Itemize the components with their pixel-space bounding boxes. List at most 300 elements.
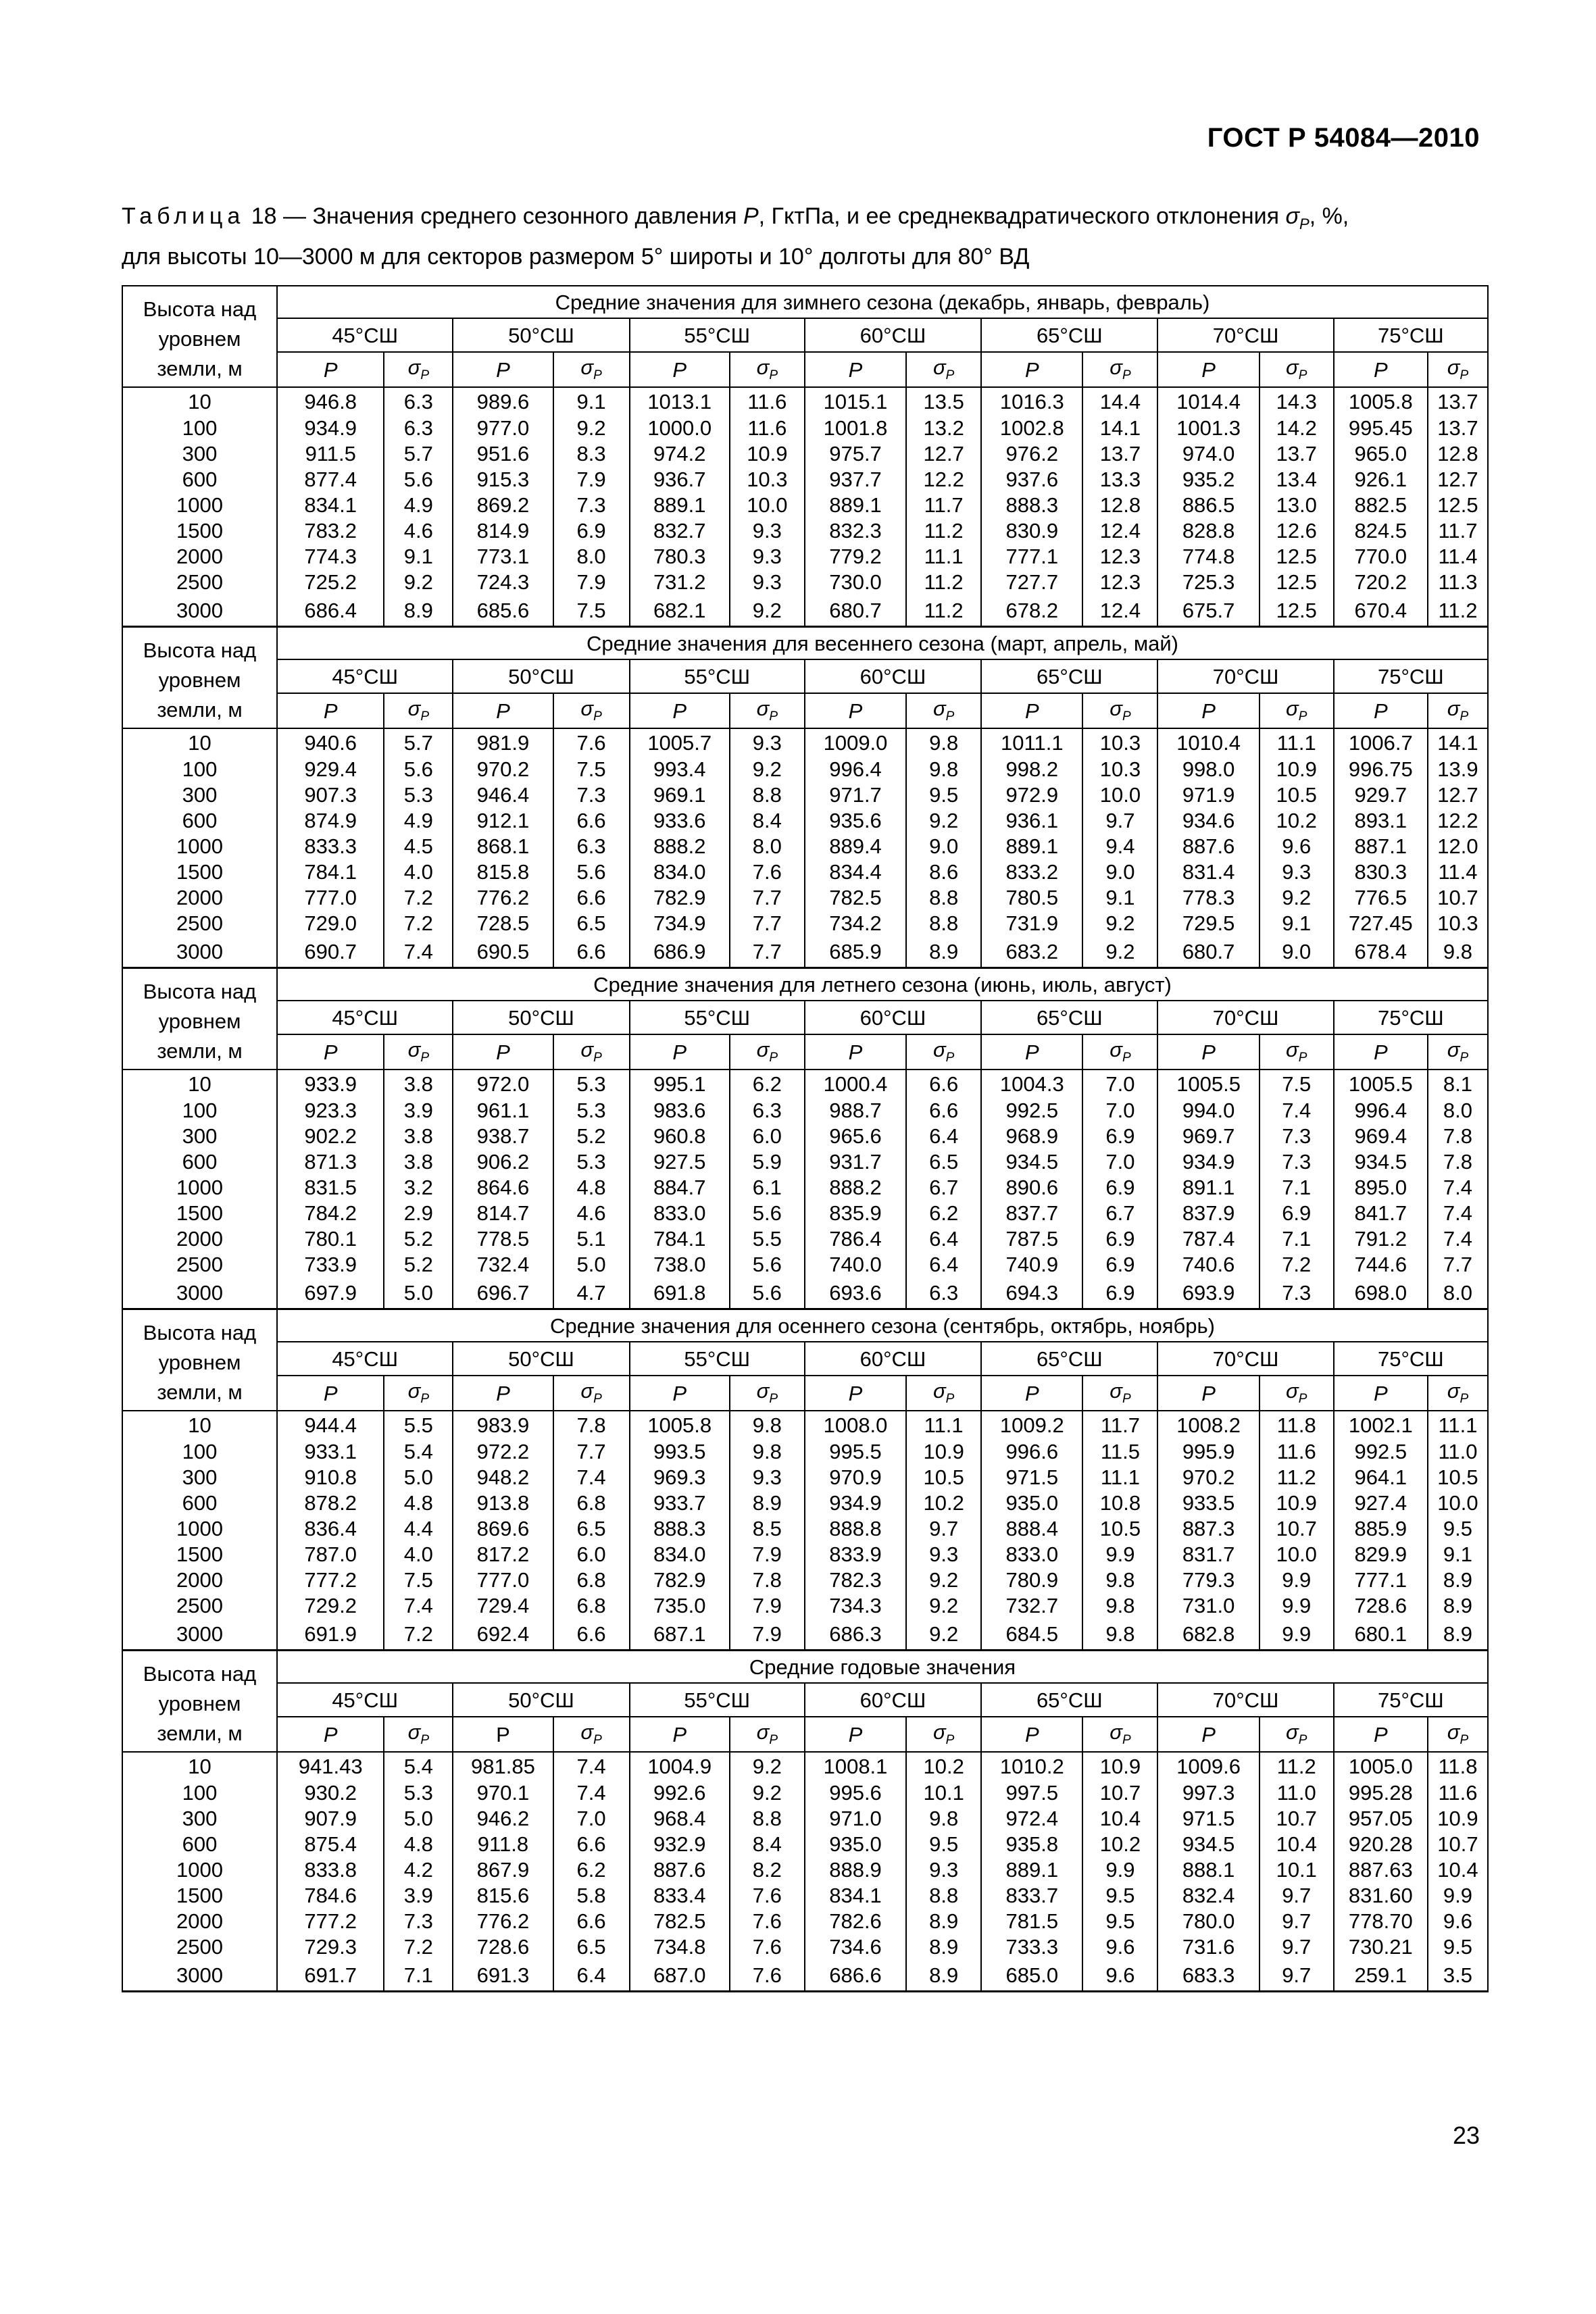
pressure-cell: 782.5 [630, 1908, 730, 1934]
sigma-cell: 6.6 [553, 807, 630, 833]
pressure-cell: 834.0 [630, 1541, 730, 1567]
sigma-cell: 9.3 [730, 1464, 805, 1490]
table-row [122, 1515, 1488, 1541]
pressure-cell: 1005.8 [1334, 387, 1428, 415]
pressure-cell: 685.0 [981, 1959, 1082, 1992]
sigma-symbol: $\sigma_P$ [553, 693, 630, 728]
height-cell: 300 [122, 1123, 277, 1149]
pressure-symbol: P [630, 352, 730, 387]
pressure-symbol: P [981, 1717, 1082, 1752]
pressure-cell: 829.9 [1334, 1541, 1428, 1567]
sigma-cell: 7.8 [1428, 1149, 1488, 1174]
table-row [122, 1464, 1488, 1490]
latitude-header: 50°СШ [453, 659, 629, 693]
sigma-cell: 5.6 [730, 1251, 805, 1277]
latitude-header: 65°СШ [981, 659, 1157, 693]
sigma-cell: 9.9 [1260, 1618, 1334, 1651]
sigma-cell: 13.5 [906, 387, 981, 415]
sigma-cell: 9.2 [384, 569, 453, 595]
sigma-cell: 9.7 [1260, 1882, 1334, 1908]
sigma-cell: 6.0 [553, 1541, 630, 1567]
pressure-cell: 995.5 [805, 1438, 906, 1464]
sigma-cell: 4.6 [553, 1200, 630, 1226]
pressure-cell: 938.7 [453, 1123, 553, 1149]
season-header-row [122, 968, 1488, 1001]
pressure-cell: 784.2 [277, 1200, 384, 1226]
table-row [122, 1805, 1488, 1831]
sigma-cell: 12.6 [1260, 518, 1334, 543]
latitude-header: 70°СШ [1157, 1001, 1333, 1034]
sigma-cell: 7.1 [384, 1959, 453, 1992]
pressure-cell: 729.3 [277, 1934, 384, 1959]
latitude-header: 55°СШ [630, 659, 805, 693]
pressure-symbol: P [1334, 1376, 1428, 1411]
pressure-symbol: P [277, 1376, 384, 1411]
sigma-cell: 5.6 [730, 1200, 805, 1226]
pressure-cell: 907.9 [277, 1805, 384, 1831]
sigma-cell: 9.3 [906, 1857, 981, 1882]
pressure-cell: 974.2 [630, 441, 730, 466]
pressure-cell: 998.2 [981, 756, 1082, 782]
pressure-cell: 878.2 [277, 1490, 384, 1515]
pressure-cell: 944.4 [277, 1411, 384, 1438]
sigma-cell: 6.9 [1082, 1226, 1157, 1251]
pressure-symbol: P [277, 693, 384, 728]
pressure-cell: 1014.4 [1157, 387, 1259, 415]
latitude-header: 60°СШ [805, 659, 981, 693]
sigma-cell: 6.3 [384, 415, 453, 441]
pressure-cell: 875.4 [277, 1831, 384, 1857]
symbol-row [122, 693, 1488, 728]
height-cell: 100 [122, 415, 277, 441]
sigma-cell: 8.9 [384, 595, 453, 627]
pressure-cell: 678.2 [981, 595, 1082, 627]
table-row [122, 1934, 1488, 1959]
sigma-cell: 7.3 [1260, 1149, 1334, 1174]
table-row [122, 518, 1488, 543]
sigma-cell: 6.6 [906, 1070, 981, 1097]
sigma-cell: 4.7 [553, 1277, 630, 1309]
sigma-cell: 9.2 [1082, 936, 1157, 968]
pressure-cell: 948.2 [453, 1464, 553, 1490]
pressure-symbol: P [1334, 352, 1428, 387]
table-row [122, 833, 1488, 859]
sigma-cell: 8.8 [906, 884, 981, 910]
pressure-cell: 670.4 [1334, 595, 1428, 627]
sigma-cell: 14.3 [1260, 387, 1334, 415]
sigma-cell: 12.4 [1082, 595, 1157, 627]
sigma-cell: 3.5 [1428, 1959, 1488, 1992]
pressure-cell: 729.4 [453, 1592, 553, 1618]
sigma-cell: 8.3 [553, 441, 630, 466]
sigma-symbol: $\sigma_P$ [384, 1034, 453, 1070]
pressure-cell: 837.7 [981, 1200, 1082, 1226]
sigma-cell: 5.6 [384, 466, 453, 492]
height-cell: 1500 [122, 1541, 277, 1567]
sigma-cell: 8.0 [1428, 1277, 1488, 1309]
sigma-cell: 5.2 [384, 1251, 453, 1277]
sigma-symbol: $\sigma_P$ [730, 1376, 805, 1411]
pressure-cell: 740.9 [981, 1251, 1082, 1277]
table-row [122, 884, 1488, 910]
sigma-cell: 6.9 [1082, 1123, 1157, 1149]
pressure-cell: 680.1 [1334, 1618, 1428, 1651]
pressure-symbol: P [630, 1717, 730, 1752]
latitude-header: 50°СШ [453, 1342, 629, 1376]
table-row [122, 807, 1488, 833]
pressure-symbol: P [805, 1717, 906, 1752]
sigma-cell: 13.4 [1260, 466, 1334, 492]
sigma-cell: 7.9 [553, 466, 630, 492]
height-cell: 300 [122, 1464, 277, 1490]
sigma-symbol: $\sigma_P$ [1260, 693, 1334, 728]
pressure-cell: 961.1 [453, 1097, 553, 1123]
table-row [122, 1567, 1488, 1592]
sigma-cell: 10.2 [1082, 1831, 1157, 1857]
sigma-cell: 8.5 [730, 1515, 805, 1541]
pressure-cell: 832.4 [1157, 1882, 1259, 1908]
sigma-cell: 4.9 [384, 807, 453, 833]
sigma-cell: 9.9 [1082, 1541, 1157, 1567]
pressure-cell: 923.3 [277, 1097, 384, 1123]
pressure-cell: 1009.2 [981, 1411, 1082, 1438]
pressure-cell: 934.5 [1334, 1149, 1428, 1174]
pressure-cell: 993.4 [630, 756, 730, 782]
table-row [122, 1200, 1488, 1226]
pressure-cell: 941.43 [277, 1752, 384, 1780]
sigma-cell: 9.5 [1082, 1908, 1157, 1934]
pressure-symbol: P [1157, 1034, 1259, 1070]
latitude-header: 45°СШ [277, 1342, 453, 1376]
pressure-cell: 884.7 [630, 1174, 730, 1200]
pressure-cell: 965.0 [1334, 441, 1428, 466]
table-row [122, 415, 1488, 441]
sigma-cell: 7.4 [1428, 1226, 1488, 1251]
sigma-cell: 11.4 [1428, 543, 1488, 569]
pressure-cell: 977.0 [453, 415, 553, 441]
pressure-cell: 935.2 [1157, 466, 1259, 492]
pressure-cell: 933.6 [630, 807, 730, 833]
pressure-symbol: P [453, 352, 553, 387]
latitude-header: 70°СШ [1157, 318, 1333, 352]
height-cell: 300 [122, 441, 277, 466]
sigma-cell: 7.4 [553, 1780, 630, 1805]
pressure-cell: 1006.7 [1334, 728, 1428, 756]
sigma-cell: 8.9 [730, 1490, 805, 1515]
sigma-symbol: $\sigma_P$ [906, 352, 981, 387]
sigma-cell: 3.8 [384, 1123, 453, 1149]
sigma-cell: 12.3 [1082, 569, 1157, 595]
sigma-cell: 7.4 [1260, 1097, 1334, 1123]
sigma-cell: 11.3 [1428, 569, 1488, 595]
sigma-cell: 7.5 [384, 1567, 453, 1592]
pressure-cell: 833.4 [630, 1882, 730, 1908]
sigma-cell: 11.7 [1428, 518, 1488, 543]
pressure-cell: 972.4 [981, 1805, 1082, 1831]
sigma-cell: 10.5 [1260, 782, 1334, 807]
pressure-cell: 940.6 [277, 728, 384, 756]
table-caption [122, 200, 1483, 273]
height-cell: 3000 [122, 1618, 277, 1651]
sigma-cell: 10.4 [1082, 1805, 1157, 1831]
pressure-cell: 933.9 [277, 1070, 384, 1097]
pressure-cell: 890.6 [981, 1174, 1082, 1200]
sigma-cell: 13.7 [1428, 387, 1488, 415]
sigma-cell: 10.1 [1260, 1857, 1334, 1882]
pressure-cell: 725.2 [277, 569, 384, 595]
height-cell: 3000 [122, 595, 277, 627]
pressure-cell: 815.8 [453, 859, 553, 884]
sigma-cell: 7.5 [553, 595, 630, 627]
latitude-header: 55°СШ [630, 1342, 805, 1376]
sigma-cell: 7.2 [384, 884, 453, 910]
pressure-cell: 779.3 [1157, 1567, 1259, 1592]
pressure-cell: 927.4 [1334, 1490, 1428, 1515]
latitude-row [122, 1001, 1488, 1034]
latitude-row [122, 1342, 1488, 1376]
pressure-cell: 997.5 [981, 1780, 1082, 1805]
sigma-cell: 6.6 [906, 1097, 981, 1123]
pressure-cell: 957.05 [1334, 1805, 1428, 1831]
pressure-cell: 934.9 [805, 1490, 906, 1515]
table-row [122, 387, 1488, 415]
sigma-cell: 6.3 [906, 1277, 981, 1309]
pressure-cell: 1005.5 [1334, 1070, 1428, 1097]
sigma-cell: 10.7 [1428, 1831, 1488, 1857]
pressure-cell: 972.2 [453, 1438, 553, 1464]
pressure-cell: 887.3 [1157, 1515, 1259, 1541]
sigma-symbol: $\sigma_P$ [730, 1717, 805, 1752]
pressure-cell: 992.5 [981, 1097, 1082, 1123]
sigma-cell: 9.9 [1260, 1592, 1334, 1618]
pressure-cell: 740.6 [1157, 1251, 1259, 1277]
pressure-cell: 981.9 [453, 728, 553, 756]
sigma-cell: 7.2 [1260, 1251, 1334, 1277]
season-title: Средние значения для весеннего сезона (март, апрель, май) [277, 627, 1488, 660]
sigma-cell: 7.8 [553, 1411, 630, 1438]
sigma-cell: 5.6 [384, 756, 453, 782]
sigma-symbol: $\sigma_P$ [384, 1717, 453, 1752]
height-cell: 600 [122, 466, 277, 492]
height-cell: 1000 [122, 1857, 277, 1882]
sigma-cell: 6.6 [553, 1831, 630, 1857]
pressure-cell: 786.4 [805, 1226, 906, 1251]
sigma-cell: 8.9 [906, 1908, 981, 1934]
pressure-cell: 833.7 [981, 1882, 1082, 1908]
pressure-cell: 738.0 [630, 1251, 730, 1277]
pressure-cell: 888.3 [981, 492, 1082, 518]
sigma-cell: 7.5 [1260, 1070, 1334, 1097]
pressure-cell: 911.8 [453, 1831, 553, 1857]
sigma-symbol: $\sigma_P$ [553, 352, 630, 387]
pressure-symbol: Р [453, 1717, 553, 1752]
pressure-cell: 686.3 [805, 1618, 906, 1651]
pressure-cell: 815.6 [453, 1882, 553, 1908]
pressure-symbol: P [277, 352, 384, 387]
sigma-cell: 9.2 [730, 595, 805, 627]
sigma-cell: 12.5 [1260, 595, 1334, 627]
sigma-cell: 12.5 [1260, 569, 1334, 595]
sigma-symbol: $\sigma_P$ [384, 693, 453, 728]
pressure-symbol: P [1334, 1717, 1428, 1752]
pressure-cell: 975.7 [805, 441, 906, 466]
height-cell: 600 [122, 1490, 277, 1515]
sigma-cell: 6.9 [1082, 1251, 1157, 1277]
pressure-symbol: P [630, 693, 730, 728]
pressure-cell: 778.3 [1157, 884, 1259, 910]
sigma-cell: 11.1 [906, 1411, 981, 1438]
caption-text-2: , ГктПа, и ее среднеквадратического отклонения [758, 203, 1286, 229]
height-cell: 1500 [122, 518, 277, 543]
season-title: Средние значения для осеннего сезона (сентябрь, октябрь, ноябрь) [277, 1309, 1488, 1342]
sigma-cell: 5.2 [553, 1123, 630, 1149]
latitude-header: 65°СШ [981, 1342, 1157, 1376]
pressure-cell: 969.1 [630, 782, 730, 807]
pressure-cell: 831.60 [1334, 1882, 1428, 1908]
sigma-symbol: $\sigma_P$ [1428, 1034, 1488, 1070]
sigma-cell: 8.8 [906, 910, 981, 936]
sigma-cell: 11.6 [1260, 1438, 1334, 1464]
pressure-cell: 1015.1 [805, 387, 906, 415]
sigma-symbol: $\sigma_P$ [1260, 352, 1334, 387]
sigma-cell: 7.9 [730, 1592, 805, 1618]
height-cell: 2500 [122, 1251, 277, 1277]
latitude-header: 75°СШ [1334, 659, 1488, 693]
sigma-symbol: $\sigma_P$ [1082, 693, 1157, 728]
sigma-cell: 6.5 [553, 1934, 630, 1959]
pressure-cell: 777.2 [277, 1567, 384, 1592]
sigma-cell: 10.7 [1260, 1805, 1334, 1831]
sigma-cell: 10.8 [1082, 1490, 1157, 1515]
sigma-cell: 6.3 [730, 1097, 805, 1123]
sigma-cell: 5.7 [384, 728, 453, 756]
table-row [122, 569, 1488, 595]
pressure-cell: 734.2 [805, 910, 906, 936]
pressure-cell: 777.0 [453, 1567, 553, 1592]
sigma-symbol: $\sigma_P$ [1082, 352, 1157, 387]
latitude-header: 75°СШ [1334, 1001, 1488, 1034]
symbol-row [122, 1376, 1488, 1411]
sigma-cell: 5.5 [384, 1411, 453, 1438]
height-cell: 2000 [122, 1567, 277, 1592]
pressure-cell: 836.4 [277, 1515, 384, 1541]
sigma-cell: 6.5 [553, 1515, 630, 1541]
season-header-row [122, 286, 1488, 318]
sigma-cell: 8.9 [906, 1959, 981, 1992]
pressure-cell: 1011.1 [981, 728, 1082, 756]
sigma-cell: 9.7 [1260, 1908, 1334, 1934]
pressure-cell: 906.2 [453, 1149, 553, 1174]
page-number: 23 [1452, 2121, 1480, 2149]
sigma-cell: 10.7 [1260, 1515, 1334, 1541]
pressure-cell: 782.9 [630, 1567, 730, 1592]
pressure-cell: 691.9 [277, 1618, 384, 1651]
pressure-cell: 833.8 [277, 1857, 384, 1882]
sigma-cell: 11.5 [1082, 1438, 1157, 1464]
sigma-cell: 6.5 [906, 1149, 981, 1174]
latitude-header: 55°СШ [630, 1683, 805, 1717]
pressure-cell: 784.1 [277, 859, 384, 884]
pressure-cell: 782.3 [805, 1567, 906, 1592]
pressure-cell: 935.0 [805, 1831, 906, 1857]
sigma-cell: 9.3 [1260, 859, 1334, 884]
sigma-cell: 9.7 [906, 1515, 981, 1541]
pressure-cell: 833.3 [277, 833, 384, 859]
height-cell: 600 [122, 807, 277, 833]
pressure-cell: 837.9 [1157, 1200, 1259, 1226]
sigma-cell: 7.3 [553, 782, 630, 807]
sigma-cell: 8.1 [1428, 1070, 1488, 1097]
latitude-header: 75°СШ [1334, 1342, 1488, 1376]
sigma-cell: 11.1 [1260, 728, 1334, 756]
pressure-cell: 1000.4 [805, 1070, 906, 1097]
pressure-cell: 777.1 [981, 543, 1082, 569]
pressure-cell: 867.9 [453, 1857, 553, 1882]
height-cell: 100 [122, 1438, 277, 1464]
pressure-cell: 970.2 [453, 756, 553, 782]
height-cell: 100 [122, 1780, 277, 1805]
pressure-symbol: P [1334, 693, 1428, 728]
sigma-cell: 13.7 [1428, 415, 1488, 441]
height-cell: 1000 [122, 833, 277, 859]
sigma-cell: 7.2 [384, 910, 453, 936]
sigma-cell: 9.8 [1082, 1618, 1157, 1651]
sigma-cell: 9.1 [553, 387, 630, 415]
sigma-cell: 9.3 [730, 518, 805, 543]
pressure-cell: 782.9 [630, 884, 730, 910]
pressure-cell: 732.4 [453, 1251, 553, 1277]
sigma-cell: 4.6 [384, 518, 453, 543]
pressure-symbol: P [805, 1376, 906, 1411]
pressure-cell: 997.3 [1157, 1780, 1259, 1805]
sigma-cell: 10.0 [1260, 1541, 1334, 1567]
pressure-cell: 684.5 [981, 1618, 1082, 1651]
sigma-cell: 10.9 [1260, 756, 1334, 782]
sigma-cell: 11.8 [1428, 1752, 1488, 1780]
pressure-cell: 888.2 [630, 833, 730, 859]
sigma-symbol: $\sigma_P$ [1428, 1376, 1488, 1411]
sigma-cell: 7.4 [1428, 1174, 1488, 1200]
sigma-cell: 7.2 [384, 1618, 453, 1651]
sigma-cell: 4.2 [384, 1857, 453, 1882]
sigma-cell: 5.6 [553, 859, 630, 884]
sigma-cell: 9.2 [906, 1618, 981, 1651]
sigma-cell: 7.3 [384, 1908, 453, 1934]
sigma-cell: 13.3 [1082, 466, 1157, 492]
sigma-symbol: $\sigma_P$ [1428, 693, 1488, 728]
pressure-cell: 970.1 [453, 1780, 553, 1805]
pressure-cell: 692.4 [453, 1618, 553, 1651]
pressure-cell: 996.4 [805, 756, 906, 782]
pressure-cell: 1005.5 [1157, 1070, 1259, 1097]
sigma-cell: 11.8 [1260, 1411, 1334, 1438]
pressure-symbol: P [981, 1034, 1082, 1070]
sigma-cell: 4.4 [384, 1515, 453, 1541]
sigma-symbol: $\sigma_P$ [906, 1376, 981, 1411]
pressure-cell: 784.1 [630, 1226, 730, 1251]
latitude-header: 50°СШ [453, 1683, 629, 1717]
pressure-cell: 727.45 [1334, 910, 1428, 936]
pressure-cell: 960.8 [630, 1123, 730, 1149]
sigma-cell: 6.5 [553, 910, 630, 936]
sigma-cell: 12.8 [1082, 492, 1157, 518]
pressure-cell: 696.7 [453, 1277, 553, 1309]
sigma-cell: 9.3 [906, 1541, 981, 1567]
sigma-cell: 5.3 [384, 1780, 453, 1805]
pressure-cell: 1010.4 [1157, 728, 1259, 756]
height-cell: 2500 [122, 569, 277, 595]
sigma-cell: 7.1 [1260, 1174, 1334, 1200]
